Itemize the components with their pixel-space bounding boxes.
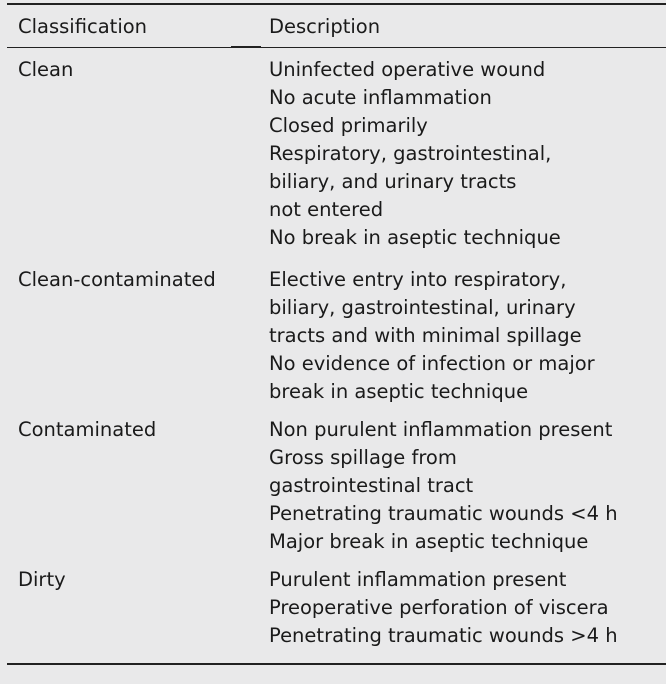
table-row-classification: Clean-contaminated: [18, 268, 216, 291]
description-line: Penetrating traumatic wounds >4 h: [269, 624, 618, 647]
description-line: Respiratory, gastrointestinal,: [269, 142, 552, 165]
description-line: Preoperative perforation of viscera: [269, 596, 609, 619]
description-line: gastrointestinal tract: [269, 474, 474, 497]
header-description: Description: [269, 15, 381, 38]
description-line: Closed primarily: [269, 114, 428, 137]
header-classification: Classification: [18, 15, 148, 38]
table-row-classification: Clean: [18, 58, 74, 81]
description-line: Non purulent inflammation present: [269, 418, 613, 441]
header-rule-stub: [231, 46, 261, 48]
description-line: Purulent inflammation present: [269, 568, 567, 591]
table-row-classification: Dirty: [18, 568, 66, 591]
description-line: Elective entry into respiratory,: [269, 268, 567, 291]
table-row-description: [269, 566, 618, 650]
header-rule: [7, 47, 231, 48]
description-line: tracts and with minimal spillage: [269, 324, 582, 347]
description-line: No evidence of infection or major: [269, 352, 595, 375]
table-top-rule: [7, 3, 666, 5]
table-row-description: [269, 266, 595, 406]
description-line: Gross spillage from: [269, 446, 457, 469]
description-line: break in aseptic technique: [269, 380, 529, 403]
description-line: No acute inflammation: [269, 86, 492, 109]
table-row-description: [269, 56, 561, 252]
description-line: Penetrating traumatic wounds <4 h: [269, 502, 618, 525]
header-rule: [261, 47, 666, 48]
table-bottom-rule: [7, 663, 666, 665]
description-line: Major break in aseptic technique: [269, 530, 589, 553]
table-row-classification: Contaminated: [18, 418, 157, 441]
description-line: No break in aseptic technique: [269, 226, 561, 249]
description-line: biliary, gastrointestinal, urinary: [269, 296, 576, 319]
table-row-description: [269, 416, 618, 556]
description-line: biliary, and urinary tracts: [269, 170, 517, 193]
description-line: not entered: [269, 198, 384, 221]
description-line: Uninfected operative wound: [269, 58, 546, 81]
